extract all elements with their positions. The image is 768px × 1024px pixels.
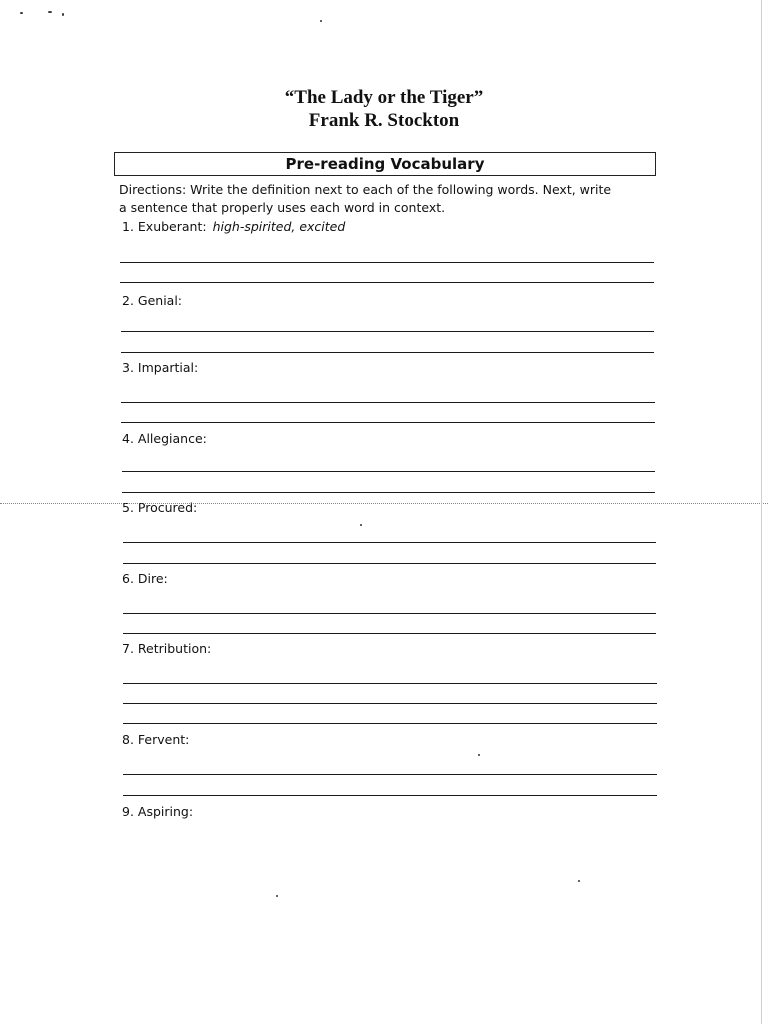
directions-line-1: Directions: Write the definition next to each of the following words. Next, write — [119, 182, 612, 197]
vocab-label: 5. Procured: — [122, 500, 198, 515]
section-heading: Pre-reading Vocabulary — [114, 152, 656, 176]
answer-line — [123, 563, 656, 564]
vocab-item-1 — [122, 219, 345, 234]
answer-line — [122, 471, 655, 472]
answer-line — [123, 703, 657, 704]
scan-speck — [276, 895, 278, 897]
handwritten-answer: high-spirited, excited — [212, 219, 346, 234]
answer-line — [123, 633, 656, 634]
vocab-label: 8. Fervent: — [122, 732, 190, 747]
scan-speck — [320, 20, 322, 22]
answer-line — [120, 262, 654, 263]
vocab-label: 9. Aspiring: — [122, 804, 194, 819]
answer-line — [123, 774, 657, 775]
scan-speck — [578, 880, 580, 882]
directions-text — [119, 181, 659, 217]
vocab-label: 7. Retribution: — [122, 641, 212, 656]
scan-speck — [360, 524, 362, 526]
answer-line — [120, 282, 654, 283]
directions-line-2: a sentence that properly uses each word in context. — [119, 200, 446, 215]
vocab-label: 2. Genial: — [122, 293, 183, 308]
vocab-item-7 — [122, 641, 211, 656]
answer-line — [122, 492, 655, 493]
vocab-item-4 — [122, 431, 207, 446]
scan-speck — [20, 12, 23, 14]
vocab-item-9 — [122, 804, 193, 819]
answer-line — [123, 723, 657, 724]
worksheet-title — [0, 86, 768, 132]
vocab-label: 1. Exuberant: — [122, 219, 207, 234]
story-title: “The Lady or the Tiger” — [284, 87, 484, 108]
scan-speck — [62, 13, 64, 16]
answer-line — [123, 683, 657, 684]
answer-line — [123, 542, 656, 543]
vocab-item-3 — [122, 360, 198, 375]
author-name: Frank R. Stockton — [308, 110, 460, 131]
vocab-label: 3. Impartial: — [122, 360, 199, 375]
answer-line — [121, 352, 654, 353]
answer-line — [121, 422, 655, 423]
vocab-item-8 — [122, 732, 189, 747]
vocab-item-2 — [122, 293, 182, 308]
vocab-item-6 — [122, 571, 168, 586]
scan-speck — [478, 754, 480, 756]
vocab-label: 4. Allegiance: — [122, 431, 207, 446]
answer-line — [121, 402, 655, 403]
answer-line — [121, 331, 654, 332]
answer-line — [123, 613, 656, 614]
page-edge-shadow — [761, 0, 762, 1024]
answer-line — [123, 795, 657, 796]
vocab-label: 6. Dire: — [122, 571, 168, 586]
scan-speck — [48, 11, 52, 13]
scan-artifact-line — [0, 503, 768, 504]
